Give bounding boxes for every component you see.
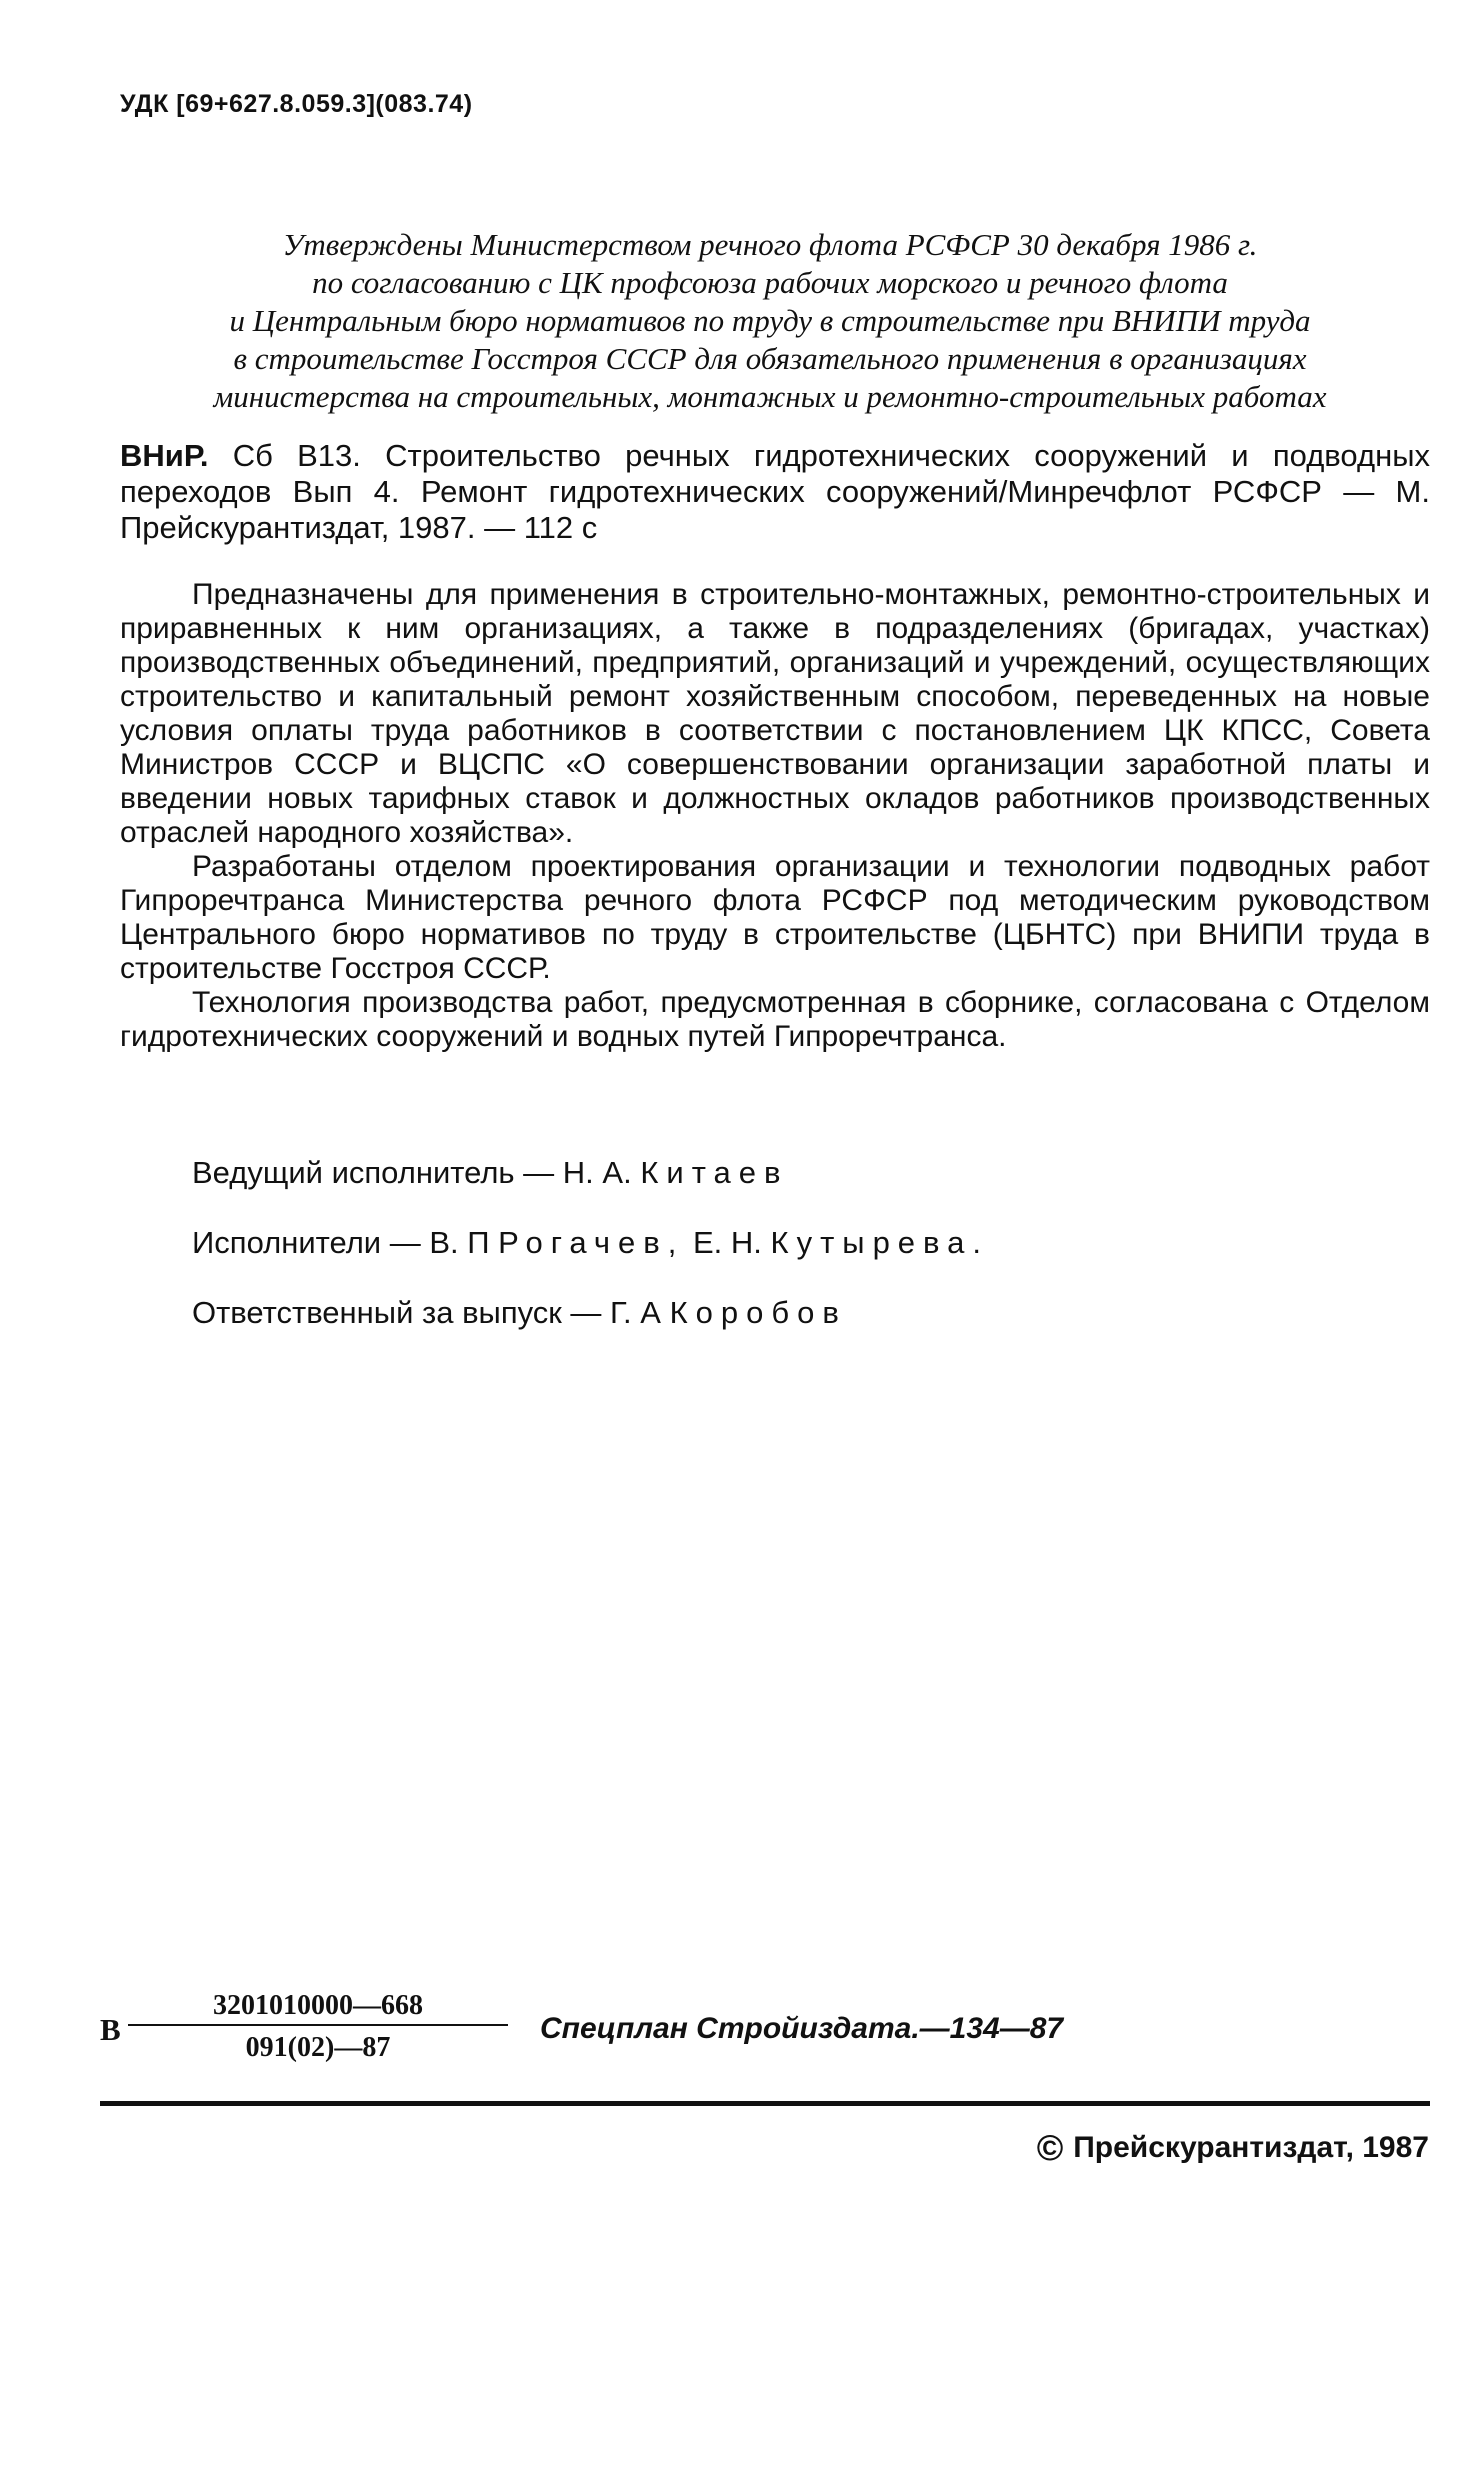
bibliographic-record	[120, 438, 1430, 546]
approval-line: министерства на строительных, монтажных и ремонтно-строительных работах	[213, 379, 1327, 414]
imprint-index-fraction	[128, 1990, 508, 2064]
approval-statement	[110, 226, 1430, 416]
biblio-label: ВНиР.	[120, 438, 209, 473]
executors-credit	[192, 1225, 989, 1261]
copyright-notice	[1036, 2127, 1429, 2168]
executor-name: Кутырева.	[770, 1225, 990, 1260]
imprint-plan: Спецплан Стройиздата.—134—87	[540, 2012, 1064, 2045]
imprint-denominator: 091(02)—87	[245, 2032, 391, 2063]
paragraph: Технология производства работ, предусмотренная в сборнике, согласована с Отделом гидротехнических сооружений и водных путей Гипроречтранса.	[120, 986, 1430, 1053]
paragraph: Предназначены для применения в строительно-монтажных, ремонтно-строительных и приравненных к ним организациях, а также в подразделениях (бригадах, участках) производственных объединений, предприятий, организаций и учреждений, осуществляющих строительство и капитальный ремонт хозяйственным способом, переведенных на новые условия оплаты труда работников в соответствии с постановлением ЦК КПСС, Совета Министров СССР и ВЦСПС «О совершенствовании организации заработной платы и введении новых тарифных ставок и должностных окладов работников производственных отраслей народного хозяйства».	[120, 578, 1430, 849]
lead-executor-label: Ведущий исполнитель — Н. А.	[192, 1155, 632, 1190]
lead-executor-credit	[192, 1155, 789, 1191]
biblio-text: Сб В13. Строительство речных гидротехнических сооружений и подводных переходов Вып 4. Ремонт гидротехнических сооружений/Минречфлот РСФСР — М. Прейскурантиздат, 1987. — 112 с	[120, 438, 1430, 545]
imprint-numerator: 3201010000—668	[128, 1990, 508, 2026]
approval-line: в строительстве Госстроя СССР для обязательного применения в организациях	[233, 341, 1307, 376]
imprint-prefix: В	[100, 2012, 121, 2047]
release-responsible-label: Ответственный за выпуск — Г. А	[192, 1295, 661, 1330]
release-responsible-credit	[192, 1295, 847, 1331]
copyright-text: Прейскурантиздат, 1987	[1073, 2131, 1429, 2164]
approval-line: по согласованию с ЦК профсоюза рабочих морского и речного флота	[312, 265, 1228, 300]
annotation-text	[120, 578, 1430, 1054]
executors-label: Исполнители — В. П	[192, 1225, 490, 1260]
approval-line: и Центральным бюро нормативов по труду в строительстве при ВНИПИ труда	[229, 303, 1311, 338]
copyright-icon: ©	[1036, 2127, 1064, 2168]
udk-code: УДК [69+627.8.059.3](083.74)	[120, 90, 473, 118]
release-responsible-name: Коробов	[669, 1295, 847, 1330]
horizontal-rule	[100, 2101, 1430, 2106]
executor-initials: Е. Н.	[693, 1225, 762, 1260]
executor-name: Рогачев,	[498, 1225, 685, 1260]
publication-imprint	[100, 1990, 1064, 2070]
approval-line: Утверждены Министерством речного флота РСФСР 30 декабря 1986 г.	[282, 227, 1258, 262]
lead-executor-name: Китаев	[640, 1155, 789, 1190]
paragraph: Разработаны отделом проектирования организации и технологии подводных работ Гипроречтранса Министерства речного флота РСФСР под методическим руководством Центрального бюро нормативов по труду в строительстве (ЦБНТС) при ВНИПИ труда в строительстве Госстроя СССР.	[120, 850, 1430, 985]
